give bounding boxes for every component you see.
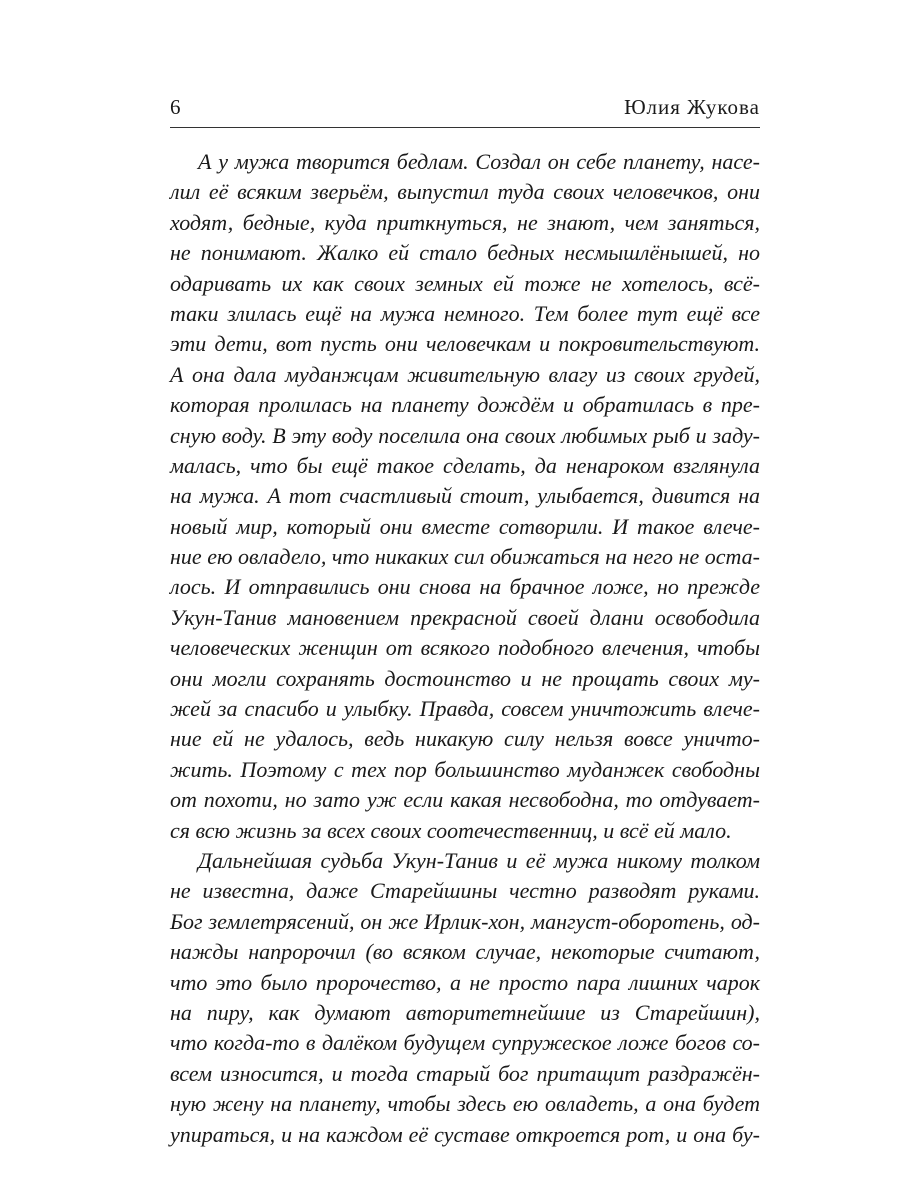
paragraph-2	[170, 846, 760, 1150]
text-line: ную жену на планету, чтобы здесь ею овладеть, а она будет	[170, 1091, 760, 1117]
text-line: нажды напророчил (во всяком случае, некоторые считают,	[170, 939, 760, 965]
text-line: Дальнейшая судьба Укун-Танив и её мужа никому толком	[198, 847, 760, 873]
header-rule	[170, 127, 760, 128]
text-line: они могли сохранять достоинство и не прощать своих му-	[170, 665, 760, 691]
text-line: на пиру, как думают авторитетнейшие из Старейшин),	[170, 999, 760, 1025]
text-line: от похоти, но зато уж если какая несвободна, то отдувает-	[170, 787, 760, 813]
text-line: которая пролилась на планету дождём и обратилась в пре-	[170, 392, 760, 418]
text-line: Укун-Танив мановением прекрасной своей длани освободила	[170, 604, 760, 630]
text-line: не понимают. Жалко ей стало бедных несмышлёнышей, но	[170, 240, 760, 266]
text-line: что когда-то в далёком будущем супружеское ложе богов со-	[170, 1030, 760, 1056]
text-line: упираться, и на каждом её суставе откроется рот, и она бу-	[170, 1121, 760, 1147]
text-line: Бог землетрясений, он же Ирлик-хон, мангуст-оборотень, од-	[170, 908, 760, 934]
text-line: ние ей не удалось, ведь никакую силу нельзя вовсе уничто-	[170, 726, 760, 752]
text-line: одаривать их как своих земных ей тоже не хотелось, всё-	[170, 270, 760, 296]
text-line: что это было пророчество, а не просто пара лишних чарок	[170, 969, 760, 995]
text-line: ся всю жизнь за всех своих соотечественниц, и всё ей мало.	[170, 817, 732, 843]
text-line: лось. И отправились они снова на брачное ложе, но прежде	[170, 574, 760, 600]
text-line: таки злилась ещё на мужа немного. Тем более тут ещё все	[170, 300, 760, 326]
running-head-author: Юлия Жукова	[624, 95, 760, 119]
text-line: А у мужа творится бедлам. Создал он себе планету, насе-	[198, 149, 760, 174]
text-line: ние ею овладело, что никаких сил обижаться на него не оста-	[170, 544, 760, 570]
page-body	[170, 147, 760, 1150]
text-line: лил её всяким зверьём, выпустил туда своих человечков, они	[170, 179, 760, 205]
paragraph-1	[170, 147, 760, 846]
text-line: ходят, бедные, куда приткнуться, не знают, чем заняться,	[170, 209, 760, 235]
text-line: А она дала муданжцам живительную влагу из своих грудей,	[170, 361, 760, 387]
text-line: на мужа. А тот счастливый стоит, улыбается, дивится на	[170, 483, 760, 509]
text-line: малась, что бы ещё такое сделать, да ненароком взглянула	[170, 452, 760, 478]
text-line: всем износится, и тогда старый бог притащит раздражён-	[170, 1060, 760, 1086]
text-line: жить. Поэтому с тех пор большинство муданжек свободны	[170, 756, 760, 782]
text-line: новый мир, который они вместе сотворили. И такое влече-	[170, 513, 760, 539]
text-line: жей за спасибо и улыбку. Правда, совсем уничтожить влече-	[170, 696, 760, 722]
text-line: не известна, даже Старейшины честно разводят руками.	[170, 878, 760, 904]
page-header	[170, 92, 760, 122]
page-number: 6	[170, 95, 181, 119]
text-line: сную воду. В эту воду поселила она своих любимых рыб и заду-	[170, 422, 760, 448]
text-line: эти дети, вот пусть они человечкам и покровительствуют.	[170, 331, 760, 357]
text-line: человеческих женщин от всякого подобного влечения, чтобы	[170, 635, 760, 661]
